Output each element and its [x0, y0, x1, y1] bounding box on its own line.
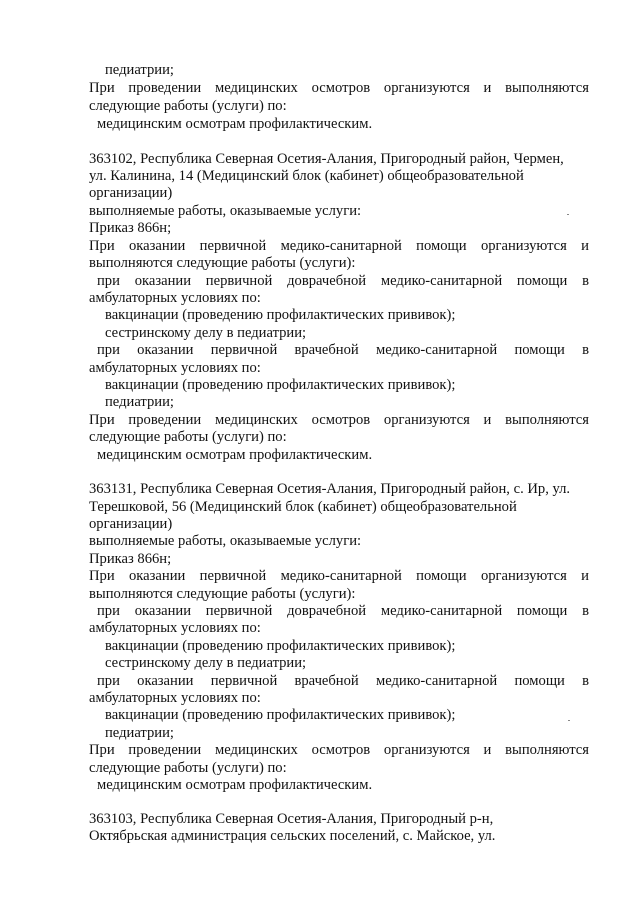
- text-line: педиатрии;: [105, 394, 174, 410]
- text-line: медицинским осмотрам профилактическим.: [97, 777, 373, 793]
- text-line: вакцинации (проведению профилактических прививок);: [105, 638, 456, 654]
- text-line: выполняются следующие работы (услуги):: [89, 586, 356, 602]
- text-line: медицинским осмотрам профилактическим.: [97, 447, 373, 463]
- text-line: При проведении медицинских осмотров организуются и выполняются: [89, 412, 589, 428]
- text-line: При проведении медицинских осмотров организуются и выполняются: [89, 80, 589, 96]
- scan-speck: [568, 720, 570, 721]
- text-line: При проведении медицинских осмотров организуются и выполняются: [89, 742, 589, 758]
- text-line: вакцинации (проведению профилактических прививок);: [105, 707, 456, 723]
- text-line: педиатрии;: [105, 62, 174, 78]
- text-line: при оказании первичной доврачебной медико-санитарной помощи в: [97, 273, 589, 289]
- text-line: при оказании первичной врачебной медико-санитарной помощи в: [97, 342, 589, 358]
- text-line: амбулаторных условиях по:: [89, 620, 261, 636]
- text-line: следующие работы (услуги) по:: [89, 98, 287, 114]
- address-line: 363131, Республика Северная Осетия-Алания, Пригородный район, с. Ир, ул.: [89, 481, 571, 497]
- scan-speck: [567, 214, 569, 215]
- text-line: сестринскому делу в педиатрии;: [105, 325, 307, 341]
- text-line: при оказании первичной врачебной медико-санитарной помощи в: [97, 673, 589, 689]
- text-line: медицинским осмотрам профилактическим.: [97, 116, 373, 132]
- text-line: сестринскому делу в педиатрии;: [105, 655, 307, 671]
- text-line: амбулаторных условиях по:: [89, 290, 261, 306]
- text-line: выполняются следующие работы (услуги):: [89, 255, 356, 271]
- text-line: Приказ 866н;: [89, 220, 172, 236]
- text-line: выполняемые работы, оказываемые услуги:: [89, 203, 362, 219]
- address-line: ул. Калинина, 14 (Медицинский блок (кабинет) общеобразовательной: [89, 168, 524, 184]
- address-line: 363102, Республика Северная Осетия-Алания, Пригородный район, Чермен,: [89, 151, 564, 167]
- address-line: организации): [89, 516, 173, 532]
- text-line: При оказании первичной медико-санитарной помощи организуются и: [89, 568, 589, 584]
- text-line: выполняемые работы, оказываемые услуги:: [89, 533, 362, 549]
- text-line: педиатрии;: [105, 725, 174, 741]
- address-line: 363103, Республика Северная Осетия-Алания, Пригородный р-н,: [89, 811, 494, 827]
- text-line: вакцинации (проведению профилактических прививок);: [105, 377, 456, 393]
- text-line: При оказании первичной медико-санитарной помощи организуются и: [89, 238, 589, 254]
- text-line: вакцинации (проведению профилактических прививок);: [105, 307, 456, 323]
- text-line: при оказании первичной доврачебной медико-санитарной помощи в: [97, 603, 589, 619]
- text-line: следующие работы (услуги) по:: [89, 429, 287, 445]
- address-line: Терешковой, 56 (Медицинский блок (кабинет) общеобразовательной: [89, 499, 517, 515]
- address-line: Октябрьская администрация сельских поселений, с. Майское, ул.: [89, 828, 496, 844]
- text-line: Приказ 866н;: [89, 551, 172, 567]
- text-line: амбулаторных условиях по:: [89, 360, 261, 376]
- text-line: следующие работы (услуги) по:: [89, 760, 287, 776]
- address-line: организации): [89, 185, 173, 201]
- text-line: амбулаторных условиях по:: [89, 690, 261, 706]
